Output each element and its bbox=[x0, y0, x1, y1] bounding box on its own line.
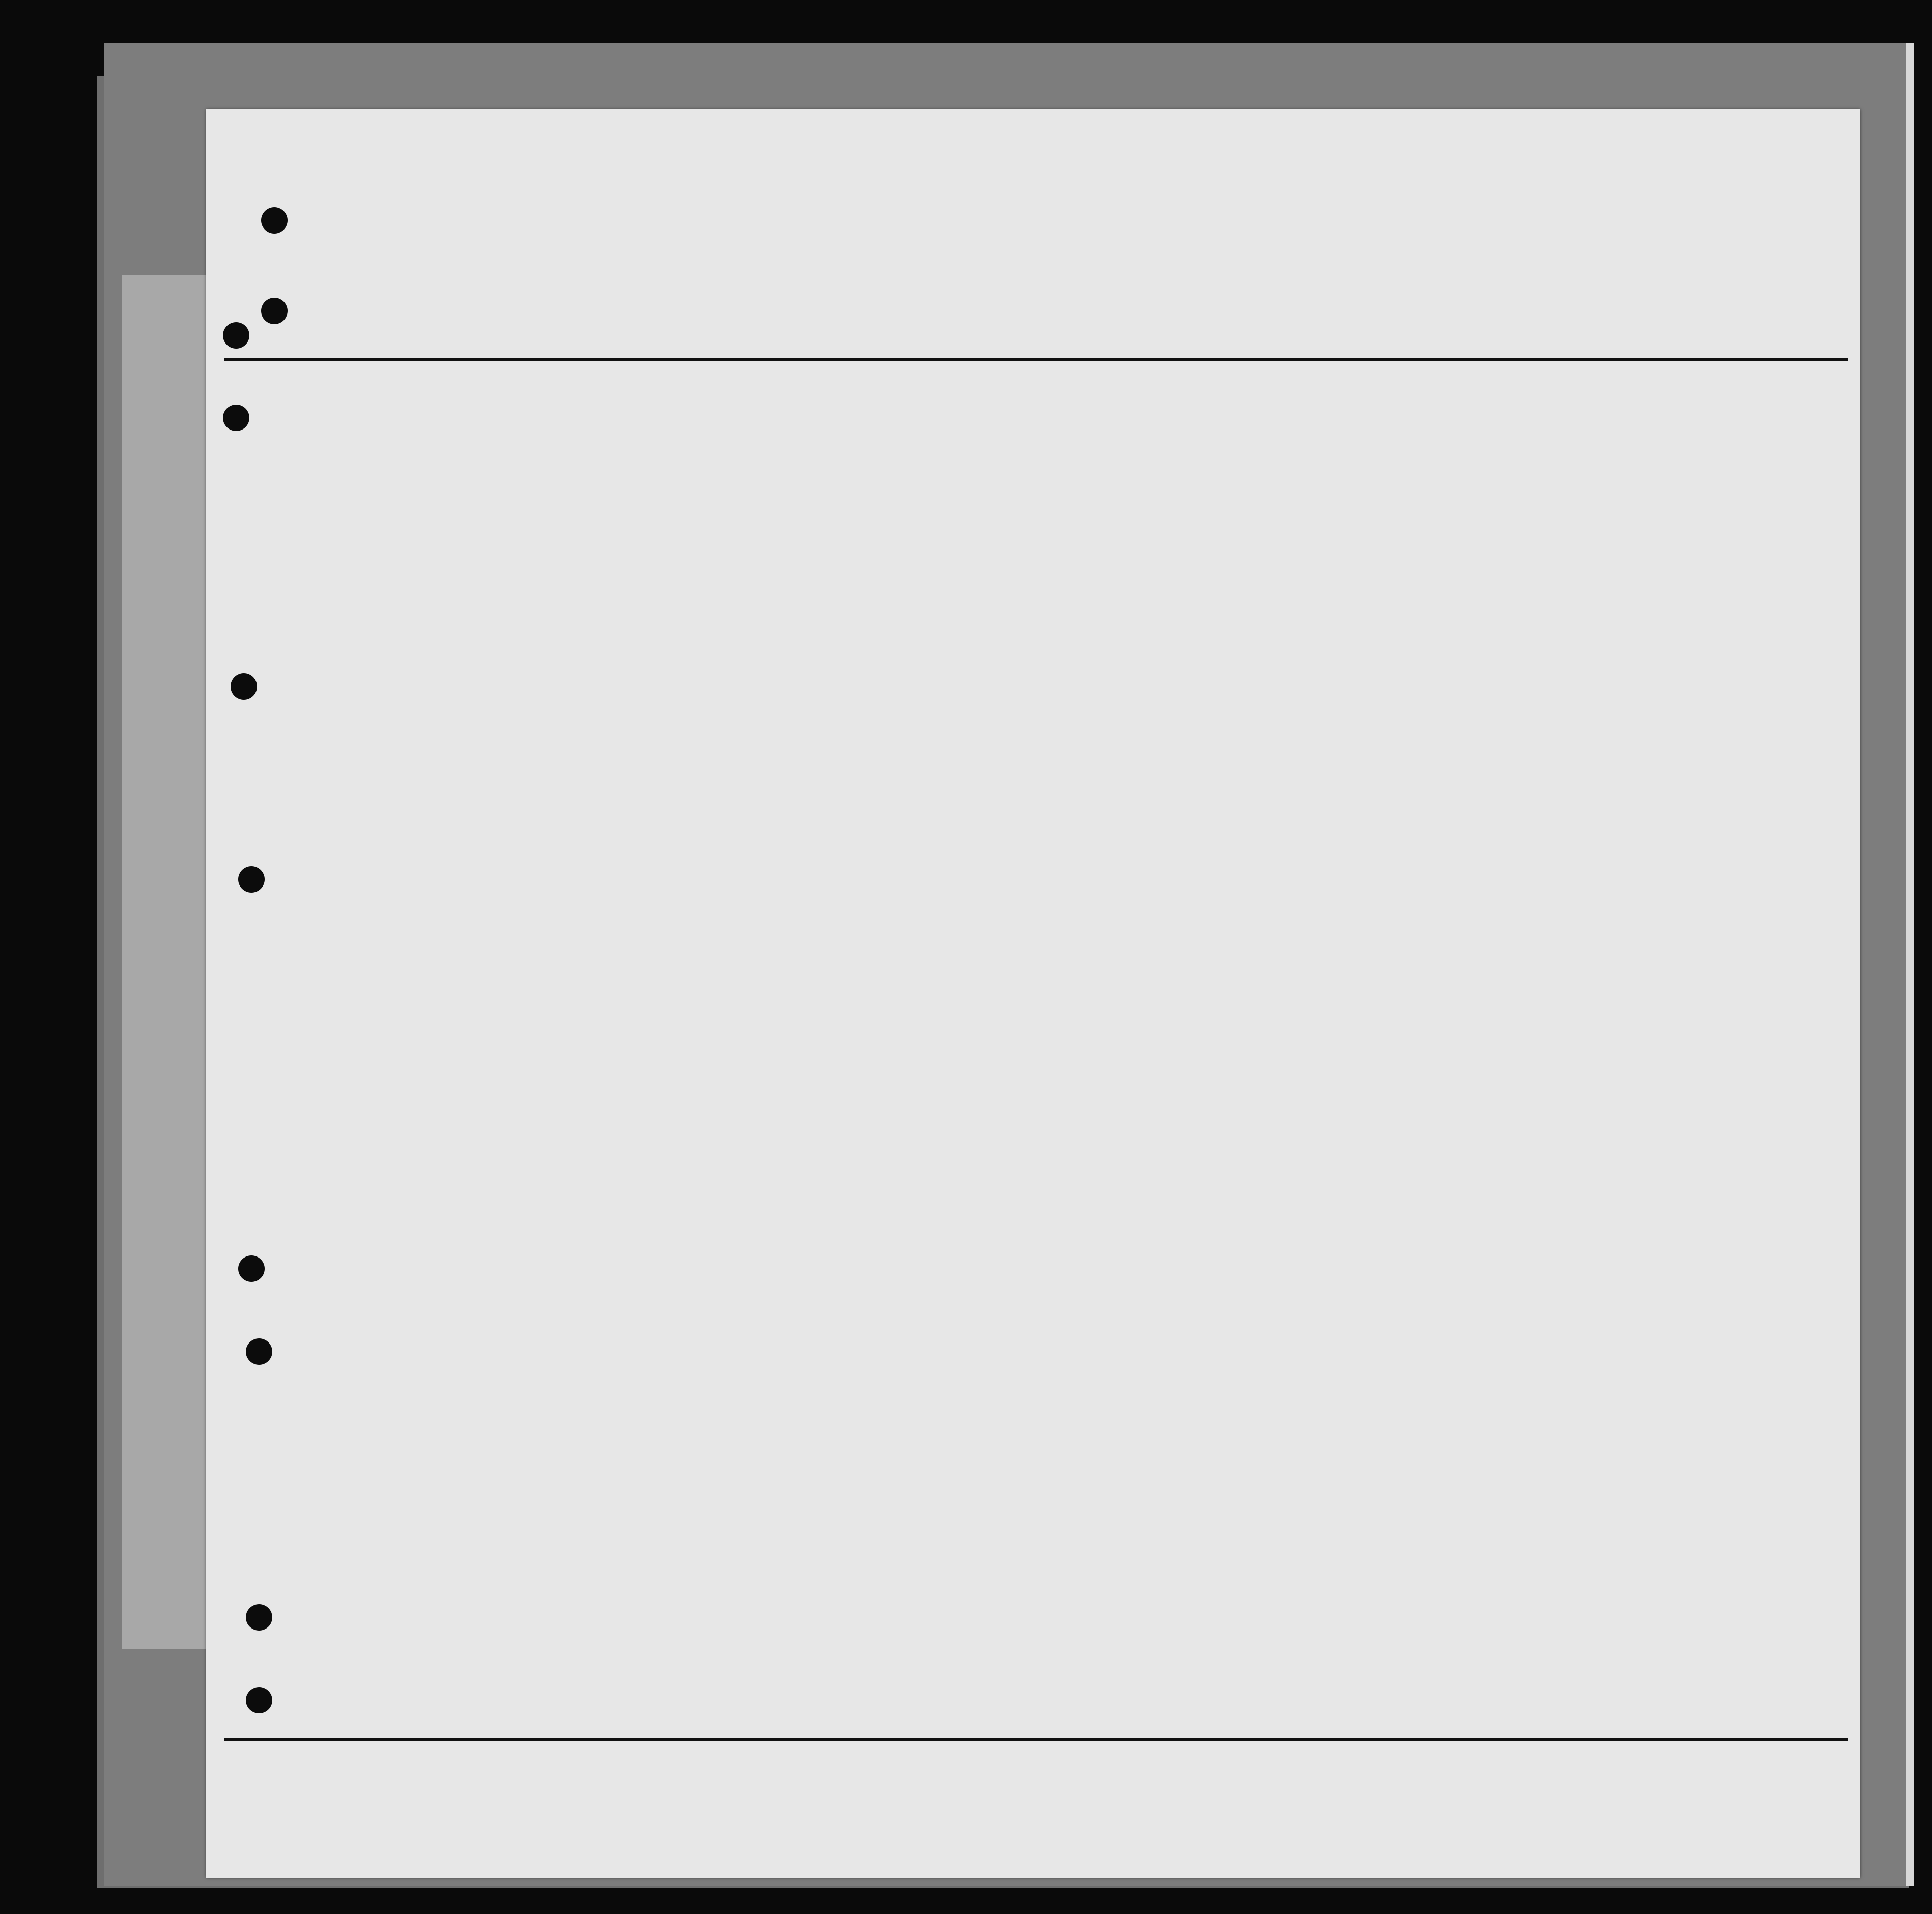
punch-hole bbox=[246, 1687, 272, 1713]
punch-hole bbox=[231, 673, 257, 700]
punch-hole bbox=[223, 322, 249, 349]
punch-hole bbox=[261, 298, 288, 324]
table-bottom-rule bbox=[224, 1738, 1848, 1741]
punch-hole bbox=[223, 405, 249, 431]
punch-hole bbox=[246, 1338, 272, 1365]
table-top-rule bbox=[224, 358, 1848, 361]
punch-hole bbox=[238, 1255, 265, 1282]
underlying-card-strip bbox=[122, 275, 219, 1649]
manifest-sheet bbox=[206, 109, 1860, 1878]
punch-hole bbox=[246, 1604, 272, 1631]
punch-hole bbox=[238, 866, 265, 893]
punch-hole bbox=[261, 207, 288, 234]
